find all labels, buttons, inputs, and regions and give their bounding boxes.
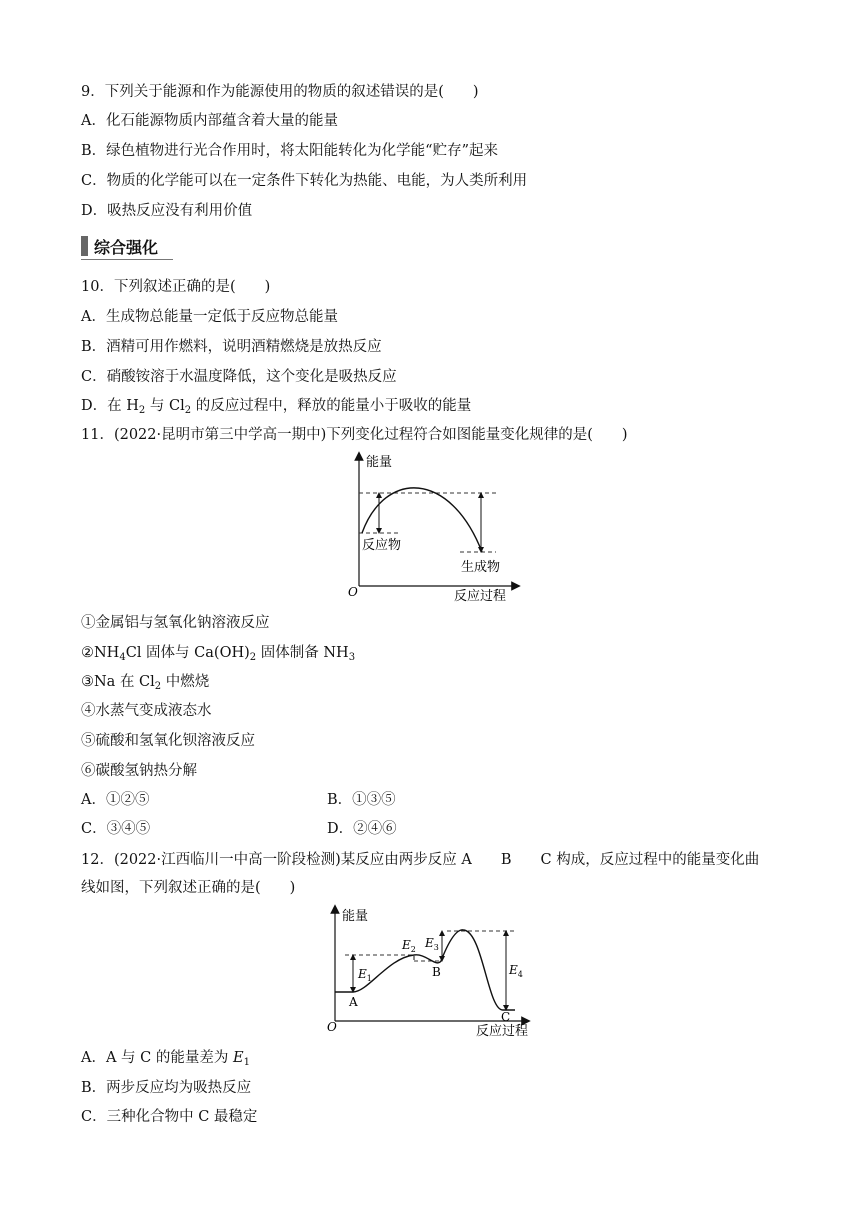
q9-option-a: A．化石能源物质内部蕴含着大量的能量 <box>81 113 338 129</box>
q11-item-4: ④水蒸气变成液态水 <box>81 703 212 719</box>
q12-option-c: C．三种化合物中 C 最稳定 <box>81 1109 258 1125</box>
section-title: 综合强化 <box>94 237 159 257</box>
q11-stem: 11．(2022·昆明市第三中学高一期中)下列变化过程符合如图能量变化规律的是( ) <box>81 427 628 443</box>
q12-stem-line2: 线如图，下列叙述正确的是( ) <box>81 880 296 896</box>
q11-item-6: ⑥碳酸氢钠热分解 <box>81 763 197 779</box>
point-b-label: B <box>432 965 441 979</box>
q11-item-2: $②NH_4Cl$ 固体与 $Ca(OH)_2$ 固体制备 $NH_3$ <box>81 645 356 663</box>
q11-item-1: ①金属铝与氢氧化钠溶液反应 <box>81 615 270 631</box>
q9-option-c: C．物质的化学能可以在一定条件下转化为热能、电能，为人类所利用 <box>81 173 528 189</box>
origin-label: O <box>327 1020 337 1034</box>
q12-stem-line1: 12．(2022·江西临川一中高一阶段检测)某反应由两步反应 A B C 构成，反应过程中的能量变化曲 <box>81 852 760 868</box>
q12-energy-diagram <box>318 903 538 1040</box>
q9-stem: 9．下列关于能源和作为能源使用的物质的叙述错误的是( ) <box>81 84 479 100</box>
q10-option-a: A．生成物总能量一定低于反应物总能量 <box>81 309 338 325</box>
q10-option-d: D．在 $H_2$ 与 $Cl_2$ 的反应过程中，释放的能量小于吸收的能量 <box>81 398 472 416</box>
q10-stem: 10．下列叙述正确的是( ) <box>81 279 271 295</box>
q10-option-c: C．硝酸铵溶于水温度降低，这个变化是吸热反应 <box>81 369 397 385</box>
point-a-label: A <box>349 995 358 1009</box>
point-c-label: C <box>501 1010 511 1024</box>
x-axis-label: 反应过程 <box>476 1024 529 1039</box>
e2-label: $E_2$ <box>402 938 416 954</box>
q11-option-d: D．②④⑥ <box>327 821 397 837</box>
q9-option-b: B．绿色植物进行光合作用时，将太阳能转化为化学能“贮存”起来 <box>81 143 498 159</box>
reactant-label: 反应物 <box>362 538 402 553</box>
section-underline <box>81 259 173 260</box>
y-axis-label: 能量 <box>366 455 393 470</box>
q11-option-b: B．①③⑤ <box>327 792 396 808</box>
origin-label: O <box>348 585 358 599</box>
q11-option-c: C．③④⑤ <box>81 821 151 837</box>
e3-label: $E_3$ <box>425 936 439 952</box>
y-axis-label: 能量 <box>342 909 369 924</box>
product-label: 生成物 <box>461 560 501 575</box>
q12-option-b: B．两步反应均为吸热反应 <box>81 1080 252 1096</box>
q10-option-b: B．酒精可用作燃料，说明酒精燃烧是放热反应 <box>81 339 382 355</box>
q11-item-5: ⑤硫酸和氢氧化钡溶液反应 <box>81 733 255 749</box>
e4-label: $E_4$ <box>509 963 523 979</box>
q11-item-3: ③Na 在 $Cl_2$ 中燃烧 <box>81 674 210 692</box>
q12-option-a: A．A 与 C 的能量差为 $E_1$ <box>81 1050 250 1068</box>
q9-option-d: D．吸热反应没有利用价值 <box>81 203 253 219</box>
section-header <box>81 233 158 259</box>
q11-energy-diagram <box>340 450 530 602</box>
x-axis-label: 反应过程 <box>454 589 507 602</box>
section-marker-icon <box>81 236 88 256</box>
q11-option-a: A．①②⑤ <box>81 792 150 808</box>
e1-label: $E_1$ <box>358 967 372 983</box>
